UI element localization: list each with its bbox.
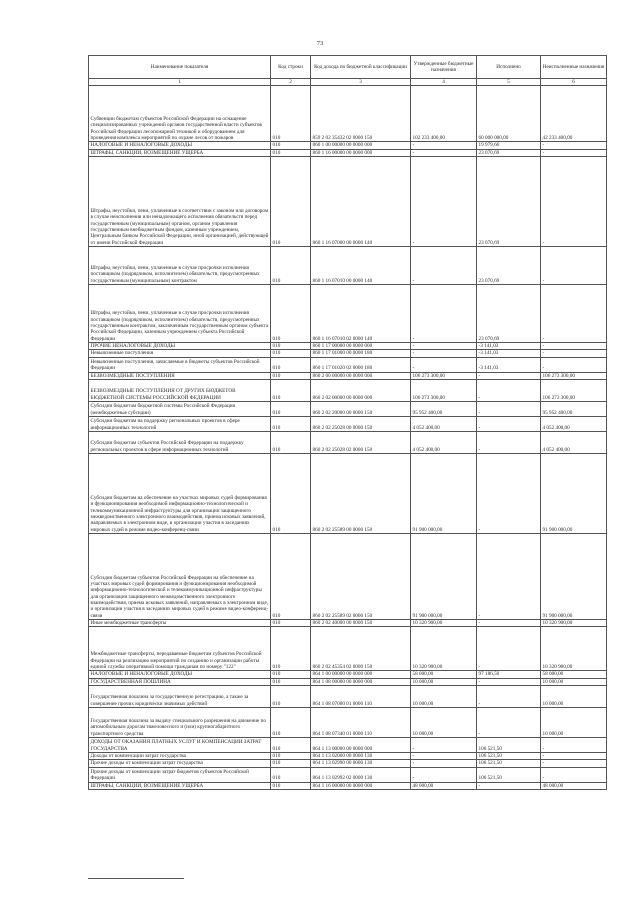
income-code-cell: 860 1 16 00000 00 0000 000 <box>311 149 411 156</box>
unexecuted-amount-cell: 10 000,00 <box>541 678 607 685</box>
line-code-cell: 010 <box>271 343 311 350</box>
unexecuted-amount-cell: 10 320 900,00 <box>541 620 607 627</box>
approved-amount-cell: 4 052 400,00 <box>411 417 477 432</box>
income-code-cell: 860 2 00 00000 00 0000 000 <box>311 372 411 379</box>
col-header-income-code: Код дохода по бюджетной классификации <box>311 56 411 79</box>
indicator-name-cell: Иные межбюджетные трансферты <box>89 620 271 627</box>
indicator-name-cell: Субсидии бюджетам на обеспечение на участках мировых судей формирования и функционирования необходимой информационно-технологической и телекоммуникационной инфраструктуры для организации защищенного межведомственного электронного взаимодействия, приема исковых заявлений, направляемых в электронном виде, и организации участия в заседаниях мировых судей в режиме видео-конференц-связи <box>89 454 271 534</box>
income-code-cell: 860 2 02 25589 00 0000 150 <box>311 454 411 534</box>
indicator-name-cell: Прочие доходы от компенсации затрат государства <box>89 760 271 767</box>
footnote-separator <box>88 878 184 879</box>
table-row <box>89 350 607 357</box>
approved-amount-cell: 48 000,00 <box>411 782 477 789</box>
executed-amount-cell: - <box>477 380 541 402</box>
indicator-name-cell: Межбюджетные трансферты, передаваемые бюджетам субъектов Российской Федерации на реализацию мероприятий по созданию и организации работы единой службы оперативной помощи гражданам по номеру "122" <box>89 627 271 671</box>
indicator-name-cell: ШТРАФЫ, САНКЦИИ, ВОЗМЕЩЕНИЕ УЩЕРБА <box>89 149 271 156</box>
indicator-name-cell: Государственная пошлина за государственную регистрацию, а также за совершение прочих юридически значимых действий <box>89 686 271 708</box>
executed-amount-cell: - <box>477 782 541 789</box>
table-row <box>89 627 607 671</box>
line-code-cell: 010 <box>271 627 311 671</box>
table-row <box>89 767 607 782</box>
table-row <box>89 142 607 149</box>
unexecuted-amount-cell: - <box>541 760 607 767</box>
indicator-name-cell: НАЛОГОВЫЕ И НЕНАЛОГОВЫЕ ДОХОДЫ <box>89 671 271 678</box>
unexecuted-amount-cell: 10 000,00 <box>541 708 607 738</box>
unexecuted-amount-cell: - <box>541 753 607 760</box>
executed-amount-cell: - <box>477 417 541 432</box>
approved-amount-cell: - <box>411 157 477 247</box>
income-code-cell: 864 1 13 00000 00 0000 000 <box>311 738 411 753</box>
line-code-cell: 010 <box>271 285 311 343</box>
table-row <box>89 671 607 678</box>
column-index-row <box>89 79 607 86</box>
line-code-cell: 010 <box>271 417 311 432</box>
income-code-cell: 864 1 16 00000 00 0000 000 <box>311 782 411 789</box>
approved-amount-cell: - <box>411 350 477 357</box>
unexecuted-amount-cell: - <box>541 149 607 156</box>
indicator-name-cell: ДОХОДЫ ОТ ОКАЗАНИЯ ПЛАТНЫХ УСЛУГ И КОМПЕНСАЦИИ ЗАТРАТ ГОСУДАРСТВА <box>89 738 271 753</box>
approved-amount-cell: 4 052 400,00 <box>411 432 477 454</box>
line-code-cell: 010 <box>271 432 311 454</box>
income-code-cell: 860 2 02 25028 02 0000 150 <box>311 432 411 454</box>
executed-amount-cell: 106 521,50 <box>477 738 541 753</box>
table-row <box>89 678 607 685</box>
line-code-cell: 010 <box>271 678 311 685</box>
executed-amount-cell: - <box>477 432 541 454</box>
approved-amount-cell: - <box>411 357 477 372</box>
indicator-name-cell: ШТРАФЫ, САНКЦИИ, ВОЗМЕЩЕНИЕ УЩЕРБА <box>89 782 271 789</box>
line-code-cell: 010 <box>271 671 311 678</box>
approved-amount-cell: 10 000,00 <box>411 708 477 738</box>
unexecuted-amount-cell: - <box>541 767 607 782</box>
table-row <box>89 285 607 343</box>
unexecuted-amount-cell: - <box>541 357 607 372</box>
executed-amount-cell: - <box>477 402 541 417</box>
executed-amount-cell: - <box>477 454 541 534</box>
col-index: 5 <box>477 79 541 86</box>
approved-amount-cell: - <box>411 343 477 350</box>
executed-amount-cell: -3 141,03 <box>477 343 541 350</box>
table-row <box>89 157 607 247</box>
approved-amount-cell: 91 900 000,00 <box>411 454 477 534</box>
income-code-cell: 860 2 02 20000 00 0000 150 <box>311 402 411 417</box>
approved-amount-cell: - <box>411 738 477 753</box>
income-code-cell: 859 2 02 35432 02 0000 150 <box>311 86 411 142</box>
income-code-cell: 860 1 16 07000 00 0000 140 <box>311 157 411 247</box>
indicator-name-cell: Прочие доходы от компенсации затрат бюджетов субъектов Российской Федерации <box>89 767 271 782</box>
unexecuted-amount-cell: 58 000,00 <box>541 671 607 678</box>
col-header-line-code: Код строки <box>271 56 311 79</box>
income-code-cell: 864 1 00 00000 00 0000 000 <box>311 671 411 678</box>
income-code-cell: 864 1 13 02992 02 0000 130 <box>311 767 411 782</box>
approved-amount-cell: - <box>411 753 477 760</box>
income-code-cell: 864 1 13 02990 00 0000 130 <box>311 760 411 767</box>
table-row <box>89 432 607 454</box>
executed-amount-cell: - <box>477 678 541 685</box>
indicator-name-cell: Доходы от компенсации затрат государства <box>89 753 271 760</box>
table-row <box>89 380 607 402</box>
income-code-cell: 860 1 16 07010 00 0000 140 <box>311 247 411 285</box>
approved-amount-cell: - <box>411 142 477 149</box>
approved-amount-cell: 10 000,00 <box>411 678 477 685</box>
table-row <box>89 620 607 627</box>
unexecuted-amount-cell: 4 052 400,00 <box>541 417 607 432</box>
income-code-cell: 864 1 13 02000 00 0000 130 <box>311 753 411 760</box>
line-code-cell: 010 <box>271 708 311 738</box>
executed-amount-cell: 23 070,69 <box>477 285 541 343</box>
executed-amount-cell: - <box>477 627 541 671</box>
table-row <box>89 534 607 620</box>
approved-amount-cell: - <box>411 247 477 285</box>
unexecuted-amount-cell: - <box>541 247 607 285</box>
col-header-executed: Исполнено <box>477 56 541 79</box>
indicator-name-cell: Субсидии бюджетам на поддержку региональных проектов в сфере информационных технологий <box>89 417 271 432</box>
unexecuted-amount-cell: - <box>541 350 607 357</box>
col-index: 2 <box>271 79 311 86</box>
line-code-cell: 010 <box>271 760 311 767</box>
approved-amount-cell: 95 952 400,00 <box>411 402 477 417</box>
page-number: 73 <box>316 40 324 47</box>
executed-amount-cell: - <box>477 708 541 738</box>
table-row <box>89 402 607 417</box>
unexecuted-amount-cell: 42 233 400,00 <box>541 86 607 142</box>
table-row <box>89 760 607 767</box>
income-code-cell: 864 1 08 07000 01 0000 110 <box>311 686 411 708</box>
table-row <box>89 343 607 350</box>
table-row <box>89 372 607 379</box>
approved-amount-cell: - <box>411 149 477 156</box>
table-row <box>89 247 607 285</box>
executed-amount-cell: 23 070,69 <box>477 247 541 285</box>
approved-amount-cell: 102 233 400,00 <box>411 86 477 142</box>
income-code-cell: 864 1 08 00000 00 0000 000 <box>311 678 411 685</box>
income-code-cell: 860 2 02 00000 00 0000 000 <box>311 380 411 402</box>
table-row <box>89 708 607 738</box>
line-code-cell: 010 <box>271 753 311 760</box>
executed-amount-cell: 106 521,50 <box>477 767 541 782</box>
executed-amount-cell: 60 000 000,00 <box>477 86 541 142</box>
approved-amount-cell: 58 000,00 <box>411 671 477 678</box>
executed-amount-cell: 97 186,50 <box>477 671 541 678</box>
executed-amount-cell: 23 070,69 <box>477 149 541 156</box>
line-code-cell: 010 <box>271 142 311 149</box>
executed-amount-cell: - <box>477 534 541 620</box>
indicator-name-cell: Невыясненные поступления, зачисляемые в бюджеты субъектов Российской Федерации <box>89 357 271 372</box>
indicator-name-cell: Субсидии бюджетам субъектов Российской Федерации на поддержку региональных проектов в сфере информационных технологий <box>89 432 271 454</box>
col-index: 4 <box>411 79 477 86</box>
table-row <box>89 782 607 789</box>
income-code-cell: 860 1 00 00000 00 0000 000 <box>311 142 411 149</box>
income-code-cell: 860 1 16 07010 02 0000 140 <box>311 285 411 343</box>
income-code-cell: 860 2 02 45354 02 0000 150 <box>311 627 411 671</box>
line-code-cell: 010 <box>271 380 311 402</box>
unexecuted-amount-cell: - <box>541 343 607 350</box>
indicator-name-cell: Субсидии бюджетам бюджетной системы Российской Федерации (межбюджетные субсидии) <box>89 402 271 417</box>
table-row <box>89 417 607 432</box>
table-header-row <box>89 56 607 79</box>
unexecuted-amount-cell: 91 900 000,00 <box>541 534 607 620</box>
approved-amount-cell: 10 000,00 <box>411 686 477 708</box>
line-code-cell: 010 <box>271 454 311 534</box>
table-row <box>89 149 607 156</box>
approved-amount-cell: - <box>411 285 477 343</box>
executed-amount-cell: - <box>477 372 541 379</box>
line-code-cell: 010 <box>271 247 311 285</box>
unexecuted-amount-cell: - <box>541 285 607 343</box>
unexecuted-amount-cell: 106 273 300,00 <box>541 372 607 379</box>
line-code-cell: 010 <box>271 149 311 156</box>
col-header-name: Наименование показателя <box>89 56 271 79</box>
unexecuted-amount-cell: - <box>541 157 607 247</box>
income-code-cell: 860 1 17 01000 00 0000 180 <box>311 350 411 357</box>
line-code-cell: 010 <box>271 782 311 789</box>
line-code-cell: 010 <box>271 86 311 142</box>
table-row <box>89 753 607 760</box>
approved-amount-cell: 10 320 900,00 <box>411 620 477 627</box>
income-table <box>88 55 607 790</box>
col-index: 6 <box>541 79 607 86</box>
approved-amount-cell: 10 320 900,00 <box>411 627 477 671</box>
line-code-cell: 010 <box>271 738 311 753</box>
income-code-cell: 860 1 17 01020 02 0000 180 <box>311 357 411 372</box>
unexecuted-amount-cell: 10 320 900,00 <box>541 627 607 671</box>
table-row <box>89 454 607 534</box>
line-code-cell: 010 <box>271 686 311 708</box>
unexecuted-amount-cell: 48 000,00 <box>541 782 607 789</box>
table-row <box>89 86 607 142</box>
unexecuted-amount-cell: 4 052 400,00 <box>541 432 607 454</box>
executed-amount-cell: 106 521,50 <box>477 760 541 767</box>
executed-amount-cell: 23 070,69 <box>477 157 541 247</box>
table-row <box>89 357 607 372</box>
line-code-cell: 010 <box>271 402 311 417</box>
unexecuted-amount-cell: 10 000,00 <box>541 686 607 708</box>
indicator-name-cell: БЕЗВОЗМЕЗДНЫЕ ПОСТУПЛЕНИЯ ОТ ДРУГИХ БЮДЖЕТОВ БЮДЖЕТНОЙ СИСТЕМЫ РОССИЙСКОЙ ФЕДЕРАЦИИ <box>89 380 271 402</box>
indicator-name-cell: Штрафы, неустойки, пени, уплаченные в случае просрочки исполнения поставщиком (подрядчиком, исполнителем) обязательств, предусмотренных государственным контрактом, заключенным государственным органом субъекта Российской Федерации, казенным учреждением субъекта Российской Федерации <box>89 285 271 343</box>
indicator-name-cell: Штрафы, неустойки, пени, уплаченные в соответствии с законом или договором в случае неисполнения или ненадлежащего исполнения обязательств перед государственным (муниципальным) органом, органом управления государственным внебюджетным фондом, казенным учреждением, Центральным банком Российской Федерации, иной организацией, действующей от имени Российской Федерации <box>89 157 271 247</box>
col-index: 1 <box>89 79 271 86</box>
approved-amount-cell: - <box>411 767 477 782</box>
income-code-cell: 860 2 02 25589 02 0000 150 <box>311 534 411 620</box>
indicator-name-cell: БЕЗВОЗМЕЗДНЫЕ ПОСТУПЛЕНИЯ <box>89 372 271 379</box>
line-code-cell: 010 <box>271 620 311 627</box>
approved-amount-cell: - <box>411 760 477 767</box>
income-code-cell: 860 1 17 00000 00 0000 000 <box>311 343 411 350</box>
indicator-name-cell: ГОСУДАРСТВЕННАЯ ПОШЛИНА <box>89 678 271 685</box>
indicator-name-cell: ПРОЧИЕ НЕНАЛОГОВЫЕ ДОХОДЫ <box>89 343 271 350</box>
income-code-cell: 864 1 08 07340 01 0000 110 <box>311 708 411 738</box>
table-row <box>89 738 607 753</box>
col-index: 3 <box>311 79 411 86</box>
indicator-name-cell: Субсидии бюджетам субъектов Российской Федерации на обеспечение на участках мировых судей формирования и функционирования необходимой информационно-технологической и телекоммуникационной инфраструктуры для организации защищенного межведомственного электронного взаимодействия, приема исковых заявлений, направляемых в электронном виде, и организации участия в заседаниях мировых судей в режиме видео-конференц-связи <box>89 534 271 620</box>
line-code-cell: 010 <box>271 157 311 247</box>
table-row <box>89 686 607 708</box>
indicator-name-cell: Невыясненные поступления <box>89 350 271 357</box>
unexecuted-amount-cell: 91 900 000,00 <box>541 454 607 534</box>
col-header-unexecuted: Неисполненные назначения <box>541 56 607 79</box>
executed-amount-cell: -3 141,03 <box>477 357 541 372</box>
approved-amount-cell: 106 273 300,00 <box>411 372 477 379</box>
line-code-cell: 010 <box>271 534 311 620</box>
unexecuted-amount-cell: - <box>541 142 607 149</box>
indicator-name-cell: Субвенции бюджетам субъектов Российской Федерации на оснащение специализированных учреждений органов государственной власти субъектов Российской Федерации лесопожарной техникой и оборудованием для проведения комплекса мероприятий по охране лесов от пожаров <box>89 86 271 142</box>
executed-amount-cell: - <box>477 620 541 627</box>
line-code-cell: 010 <box>271 372 311 379</box>
indicator-name-cell: Государственная пошлина за выдачу специального разрешения на движение по автомобильным дорогам тяжеловесного и (или) крупногабаритного транспортного средства <box>89 708 271 738</box>
line-code-cell: 010 <box>271 350 311 357</box>
unexecuted-amount-cell: 95 952 400,00 <box>541 402 607 417</box>
indicator-name-cell: НАЛОГОВЫЕ И НЕНАЛОГОВЫЕ ДОХОДЫ <box>89 142 271 149</box>
unexecuted-amount-cell: 106 273 300,00 <box>541 380 607 402</box>
indicator-name-cell: Штрафы, неустойки, пени, уплаченные в случае просрочки исполнения поставщиком (подрядчиком, исполнителем) обязательств, предусмотренных государственным (муниципальным) контрактом <box>89 247 271 285</box>
col-header-approved: Утвержденные бюджетные назначения <box>411 56 477 79</box>
executed-amount-cell: - <box>477 686 541 708</box>
executed-amount-cell: 19 979,66 <box>477 142 541 149</box>
executed-amount-cell: -3 141,03 <box>477 350 541 357</box>
income-code-cell: 860 2 02 25028 00 0000 150 <box>311 417 411 432</box>
approved-amount-cell: 106 273 300,00 <box>411 380 477 402</box>
approved-amount-cell: 91 900 000,00 <box>411 534 477 620</box>
executed-amount-cell: 106 521,50 <box>477 753 541 760</box>
line-code-cell: 010 <box>271 357 311 372</box>
unexecuted-amount-cell: - <box>541 738 607 753</box>
income-code-cell: 860 2 02 40000 00 0000 150 <box>311 620 411 627</box>
line-code-cell: 010 <box>271 767 311 782</box>
